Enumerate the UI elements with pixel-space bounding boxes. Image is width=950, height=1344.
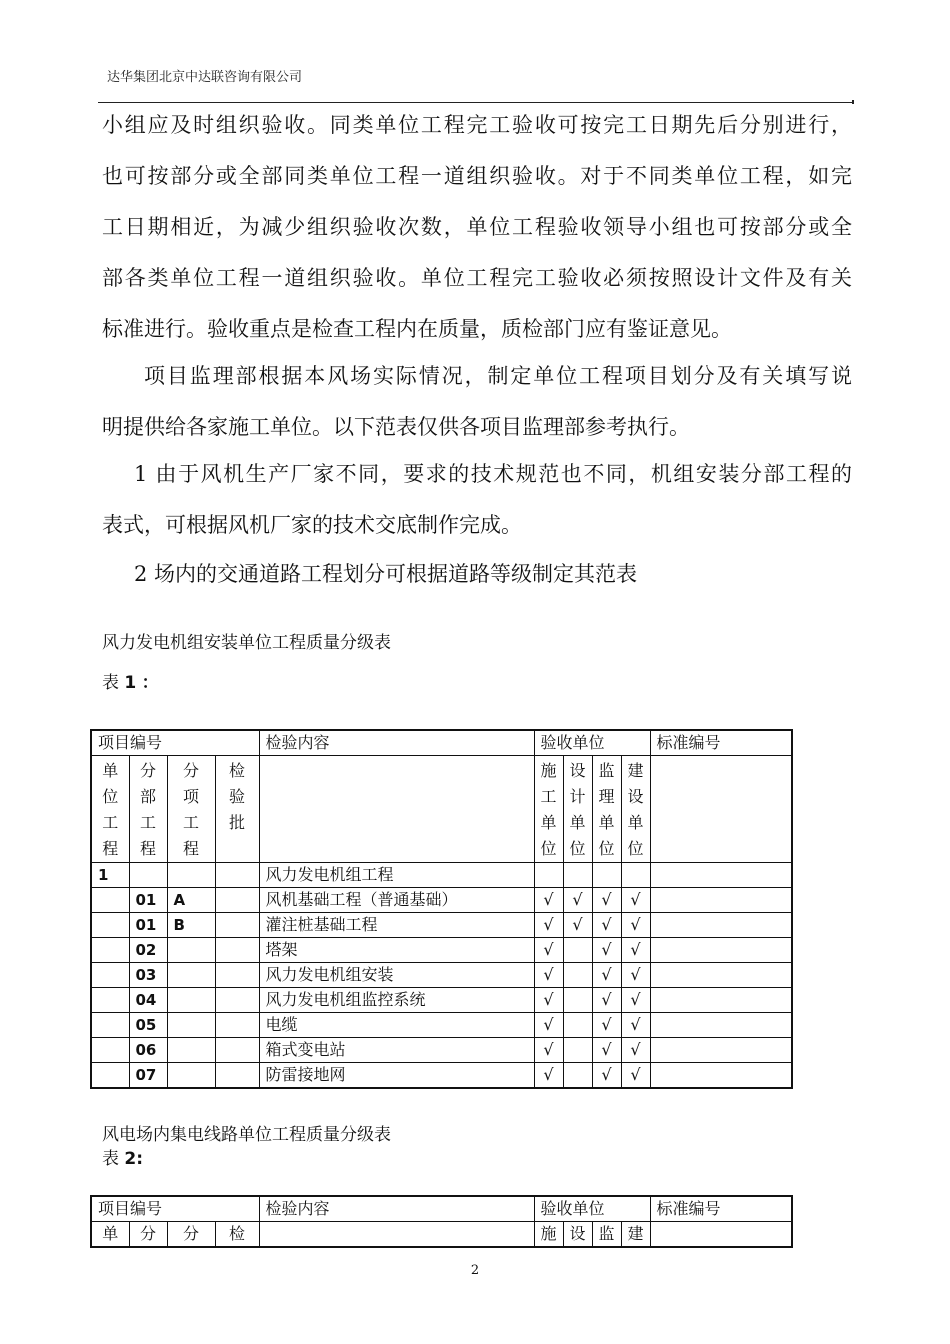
char: 批 bbox=[228, 813, 245, 832]
cell-unit bbox=[91, 988, 129, 1013]
cell-c3: √ bbox=[592, 1013, 621, 1038]
cell-std bbox=[650, 863, 792, 888]
table1-header-row bbox=[91, 730, 792, 756]
cell-c1: √ bbox=[534, 888, 563, 913]
char: 设 bbox=[569, 761, 586, 780]
text-line: 项目监理部根据本风场实际情况，制定单位工程项目划分及有关填写说 bbox=[144, 364, 852, 388]
cell-std bbox=[650, 1063, 792, 1089]
cell-c1: √ bbox=[534, 1013, 563, 1038]
cell-c3: √ bbox=[592, 938, 621, 963]
page-number: 2 bbox=[470, 1263, 480, 1278]
cell-item bbox=[167, 1013, 215, 1038]
char: 建 bbox=[627, 761, 644, 780]
table1-label-text: 表 bbox=[102, 673, 119, 693]
text-line: 标准进行。验收重点是检查工程内在质量，质检部门应有鉴证意见。 bbox=[102, 317, 732, 341]
cell-c3: √ bbox=[592, 963, 621, 988]
header-supervision bbox=[592, 756, 621, 863]
cell-content: 电缆 bbox=[259, 1013, 534, 1038]
table1 bbox=[90, 729, 793, 1089]
char: 单 bbox=[102, 761, 119, 780]
cell-std bbox=[650, 988, 792, 1013]
cell-unit bbox=[91, 1013, 129, 1038]
cell-c3: √ bbox=[592, 1063, 621, 1089]
cell-c2: √ bbox=[563, 888, 592, 913]
table-row bbox=[91, 938, 792, 963]
header-cell bbox=[650, 1222, 792, 1248]
cell-unit: 1 bbox=[91, 863, 129, 888]
char: 位 bbox=[627, 839, 644, 858]
cell-c2 bbox=[563, 1063, 592, 1089]
header-standard-blank bbox=[650, 756, 792, 863]
char: 检 bbox=[228, 761, 245, 780]
header-item bbox=[167, 756, 215, 863]
text-line: 部各类单位工程一道组织验收。单位工程完工验收必须按照设计文件及有关 bbox=[102, 266, 852, 290]
cell-batch bbox=[215, 863, 259, 888]
header-cell bbox=[259, 1222, 534, 1248]
char: 工 bbox=[182, 813, 199, 832]
paragraph-3 bbox=[102, 449, 852, 551]
char: 理 bbox=[598, 787, 615, 806]
table-row bbox=[91, 1013, 792, 1038]
table-row bbox=[91, 913, 792, 938]
cell-c4: √ bbox=[621, 988, 650, 1013]
cell-c1: √ bbox=[534, 1063, 563, 1089]
cell-unit bbox=[91, 963, 129, 988]
header-owner bbox=[621, 756, 650, 863]
cell-batch bbox=[215, 913, 259, 938]
char: 工 bbox=[102, 813, 119, 832]
cell-content: 箱式变电站 bbox=[259, 1038, 534, 1063]
company-header: 达华集团北京中达联咨询有限公司 bbox=[107, 70, 303, 85]
cell-unit bbox=[91, 1038, 129, 1063]
table1-caption: 风力发电机组安装单位工程质量分级表 bbox=[102, 633, 391, 653]
cell-unit bbox=[91, 938, 129, 963]
cell-batch bbox=[215, 1063, 259, 1089]
header-content: 检验内容 bbox=[259, 730, 534, 756]
cell-c2 bbox=[563, 1038, 592, 1063]
header-cell: 单 bbox=[91, 1222, 129, 1248]
cell-c4: √ bbox=[621, 1038, 650, 1063]
table2-label-text: 表 bbox=[102, 1149, 119, 1169]
cell-item: A bbox=[167, 888, 215, 913]
table2-caption: 风电场内集电线路单位工程质量分级表 bbox=[102, 1125, 391, 1145]
text-line: 明提供给各家施工单位。以下范表仅供各项目监理部参考执行。 bbox=[102, 415, 690, 439]
table-row bbox=[91, 963, 792, 988]
cell-c3 bbox=[592, 863, 621, 888]
header-batch bbox=[215, 756, 259, 863]
header-content-blank bbox=[259, 756, 534, 863]
paragraph-4 bbox=[102, 549, 852, 600]
table2-label bbox=[102, 1144, 143, 1169]
cell-c4: √ bbox=[621, 1063, 650, 1089]
char: 设 bbox=[627, 787, 644, 806]
cell-c3: √ bbox=[592, 988, 621, 1013]
char: 位 bbox=[598, 839, 615, 858]
table1-number: 1 bbox=[124, 673, 137, 693]
header-cell: 检 bbox=[215, 1222, 259, 1248]
cell-c3: √ bbox=[592, 913, 621, 938]
cell-c2 bbox=[563, 863, 592, 888]
cell-batch bbox=[215, 938, 259, 963]
char: 计 bbox=[569, 787, 586, 806]
cell-std bbox=[650, 888, 792, 913]
table-row bbox=[91, 988, 792, 1013]
char: 位 bbox=[102, 787, 119, 806]
cell-content: 风力发电机组监控系统 bbox=[259, 988, 534, 1013]
header-acceptance: 验收单位 bbox=[534, 730, 650, 756]
table2 bbox=[90, 1195, 793, 1248]
cell-c4 bbox=[621, 863, 650, 888]
char: 单 bbox=[598, 813, 615, 832]
table1-colon: ： bbox=[141, 673, 159, 693]
cell-c3: √ bbox=[592, 1038, 621, 1063]
header-cell: 分 bbox=[167, 1222, 215, 1248]
cell-c4: √ bbox=[621, 913, 650, 938]
cell-c4: √ bbox=[621, 888, 650, 913]
header-project-no: 项目编号 bbox=[91, 1196, 259, 1222]
cell-c2 bbox=[563, 1013, 592, 1038]
cell-c2 bbox=[563, 963, 592, 988]
cell-content: 风机基础工程（普通基础） bbox=[259, 888, 534, 913]
header-cell: 分 bbox=[129, 1222, 167, 1248]
header-acceptance: 验收单位 bbox=[534, 1196, 650, 1222]
cell-batch bbox=[215, 888, 259, 913]
cell-std bbox=[650, 938, 792, 963]
cell-item bbox=[167, 1038, 215, 1063]
char: 工 bbox=[139, 813, 156, 832]
cell-c2: √ bbox=[563, 913, 592, 938]
text-line: 也可按部分或全部同类单位工程一道组织验收。对于不同类单位工程，如完 bbox=[102, 164, 852, 188]
cell-batch bbox=[215, 1038, 259, 1063]
char: 程 bbox=[182, 839, 199, 858]
table-row bbox=[91, 888, 792, 913]
cell-c1 bbox=[534, 863, 563, 888]
char: 监 bbox=[598, 761, 615, 780]
cell-part: 02 bbox=[129, 938, 167, 963]
table2-header-row bbox=[91, 1196, 792, 1222]
text-line: 2 场内的交通道路工程划分可根据道路等级制定其范表 bbox=[134, 562, 638, 586]
table1-label bbox=[102, 668, 159, 693]
char: 部 bbox=[139, 787, 156, 806]
header-standard: 标准编号 bbox=[650, 1196, 792, 1222]
cell-content: 灌注桩基础工程 bbox=[259, 913, 534, 938]
table1-subheader-row bbox=[91, 756, 792, 863]
header-cell: 监 bbox=[592, 1222, 621, 1248]
char: 程 bbox=[102, 839, 119, 858]
cell-std bbox=[650, 963, 792, 988]
cell-c1: √ bbox=[534, 963, 563, 988]
table-row bbox=[91, 863, 792, 888]
header-project-no: 项目编号 bbox=[91, 730, 259, 756]
cell-item: B bbox=[167, 913, 215, 938]
text-line: 表式，可根据风机厂家的技术交底制作完成。 bbox=[102, 513, 522, 537]
char: 位 bbox=[540, 839, 557, 858]
cell-part: 01 bbox=[129, 913, 167, 938]
cell-item bbox=[167, 863, 215, 888]
cell-unit bbox=[91, 913, 129, 938]
table1-body bbox=[91, 863, 792, 1089]
header-standard: 标准编号 bbox=[650, 730, 792, 756]
header-construction bbox=[534, 756, 563, 863]
header-cell: 设 bbox=[563, 1222, 592, 1248]
cell-part: 03 bbox=[129, 963, 167, 988]
header-cell: 建 bbox=[621, 1222, 650, 1248]
char: 单 bbox=[569, 813, 586, 832]
cell-c2 bbox=[563, 938, 592, 963]
paragraph-2 bbox=[102, 351, 852, 453]
text-line: 工日期相近，为减少组织验收次数，单位工程验收领导小组也可按部分或全 bbox=[102, 215, 852, 239]
header-content: 检验内容 bbox=[259, 1196, 534, 1222]
cell-std bbox=[650, 1038, 792, 1063]
cell-part: 06 bbox=[129, 1038, 167, 1063]
cell-c4: √ bbox=[621, 963, 650, 988]
cell-content: 塔架 bbox=[259, 938, 534, 963]
cell-part: 05 bbox=[129, 1013, 167, 1038]
cell-item bbox=[167, 1063, 215, 1089]
cell-item bbox=[167, 963, 215, 988]
header-part bbox=[129, 756, 167, 863]
cell-c1: √ bbox=[534, 988, 563, 1013]
cell-c1: √ bbox=[534, 938, 563, 963]
char: 单 bbox=[627, 813, 644, 832]
char: 单 bbox=[540, 813, 557, 832]
cell-part: 07 bbox=[129, 1063, 167, 1089]
cell-batch bbox=[215, 1013, 259, 1038]
header-cell: 施 bbox=[534, 1222, 563, 1248]
header-unit bbox=[91, 756, 129, 863]
text-line: 小组应及时组织验收。同类单位工程完工验收可按完工日期先后分别进行， bbox=[102, 113, 852, 137]
cell-std bbox=[650, 913, 792, 938]
cell-batch bbox=[215, 988, 259, 1013]
cell-unit bbox=[91, 1063, 129, 1089]
table2-number: 2: bbox=[124, 1149, 144, 1169]
cell-content: 风力发电机组工程 bbox=[259, 863, 534, 888]
cell-unit bbox=[91, 888, 129, 913]
cell-c4: √ bbox=[621, 938, 650, 963]
cell-batch bbox=[215, 963, 259, 988]
cell-c4: √ bbox=[621, 1013, 650, 1038]
text-line: 1 由于风机生产厂家不同，要求的技术规范也不同，机组安装分部工程的 bbox=[134, 462, 852, 486]
cell-part: 01 bbox=[129, 888, 167, 913]
cell-part bbox=[129, 863, 167, 888]
char: 项 bbox=[182, 787, 199, 806]
cell-std bbox=[650, 1013, 792, 1038]
table-row bbox=[91, 1063, 792, 1089]
paragraph-1 bbox=[102, 100, 852, 355]
cell-item bbox=[167, 938, 215, 963]
table-row bbox=[91, 1038, 792, 1063]
char: 位 bbox=[569, 839, 586, 858]
cell-content: 风力发电机组安装 bbox=[259, 963, 534, 988]
char: 分 bbox=[182, 761, 199, 780]
char: 施 bbox=[540, 761, 557, 780]
char: 工 bbox=[540, 787, 557, 806]
cell-c1: √ bbox=[534, 913, 563, 938]
cell-item bbox=[167, 988, 215, 1013]
cell-c2 bbox=[563, 988, 592, 1013]
char: 程 bbox=[139, 839, 156, 858]
cell-part: 04 bbox=[129, 988, 167, 1013]
cell-c3: √ bbox=[592, 888, 621, 913]
header-design bbox=[563, 756, 592, 863]
table2-subheader-row bbox=[91, 1222, 792, 1248]
cell-c1: √ bbox=[534, 1038, 563, 1063]
cell-content: 防雷接地网 bbox=[259, 1063, 534, 1089]
char: 分 bbox=[139, 761, 156, 780]
char: 验 bbox=[228, 787, 245, 806]
